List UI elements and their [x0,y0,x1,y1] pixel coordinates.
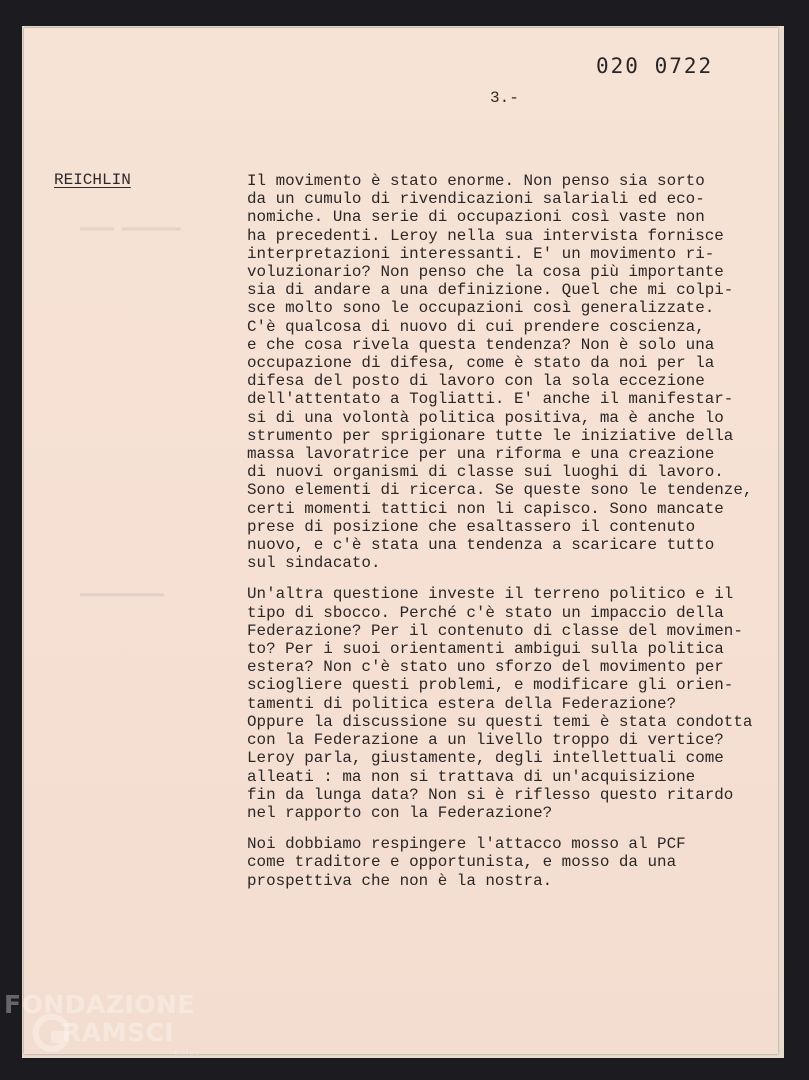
text-line: sul sindacato. [247,554,381,573]
paragraph [247,172,753,573]
text-line: Noi dobbiamo respingere l'attacco mosso al PCF [247,835,686,854]
text-line: Federazione? Per il contenuto di classe del movimen- [247,621,743,640]
text-line: strumento per sprigionare tutte le iniziative della [247,426,734,445]
text-line: Leroy parla, giustamente, degli intellettuali come [247,749,724,768]
text-line: estera? Non c'è stato uno sforzo del movimento per [247,658,724,677]
text-line: Sono elementi di ricerca. Se queste sono le tendenze, [247,481,753,500]
text-line: da un cumulo di rivendicazioni salariali ed eco- [247,190,705,209]
text-line: difesa del posto di lavoro con la sola eccezione [247,372,705,391]
show-through-text: ▬▬▬▬▬▬▬▬▬▬ [80,586,165,602]
text-line: fin da lunga data? Non si è riflesso questo ritardo [247,785,734,804]
show-through-text: ▬▬▬▬ ▬▬▬▬▬▬▬ [80,220,181,236]
text-line: alleati : ma non si trattava di un'acquisizione [247,767,696,786]
fondazione-gramsci-watermark [4,990,204,1070]
text-line: voluzionario? Non penso che la cosa più importante [247,263,724,282]
speech-body [247,172,753,903]
text-line: tamenti di politica estera della Federazione? [247,694,677,713]
text-line: certi momenti tattici non li capisco. Sono mancate [247,499,724,518]
text-line: Il movimento è stato enorme. Non penso sia sorto [247,172,705,190]
text-line: massa lavoratrice per una riforma e una creazione [247,445,715,464]
text-line: sciogliere questi problemi, e modificare gli orien- [247,676,734,695]
text-line: e che cosa rivela questa tendenza? Non è solo una [247,335,715,354]
text-line: si di una volontà politica positiva, ma è anche lo [247,408,724,427]
text-line: interpretazioni interessanti. E' un movimento ri- [247,244,715,263]
text-line: C'è qualcosa di nuovo di cui prendere coscienza, [247,317,705,336]
text-line: come traditore e opportunista, e mosso da una [247,853,677,872]
watermark-line-2: RAMSCI [62,1018,175,1047]
text-line: Un'altra questione investe il terreno politico e il [247,585,734,604]
watermark-onlus: onlus [174,1048,201,1057]
text-line: occupazione di difesa, come è stato da noi per la [247,354,715,373]
paragraph [247,585,753,822]
text-line: ha precedenti. Leroy nella sua intervista fornisce [247,226,724,245]
text-line: Oppure la discussione su questi temi è stata condotta [247,712,753,731]
text-line: prese di posizione che esaltassero il contenuto [247,517,696,536]
text-line: con la Federazione a un livello troppo di vertice? [247,731,724,750]
text-line: nomiche. Una serie di occupazioni così vaste non [247,208,705,227]
speaker-name: REICHLIN [54,171,131,189]
page-number: 3.- [490,89,519,107]
text-line: nel rapporto con la Federazione? [247,803,553,822]
text-line: to? Per i suoi orientamenti ambigui sulla politica [247,640,724,659]
text-line: di nuovi organismi di classe sui luoghi di lavoro. [247,463,724,482]
text-line: dell'attentato a Togliatti. E' anche il manifestar- [247,390,734,409]
text-line: sia di andare a una definizione. Quel che mi colpi- [247,281,734,300]
paragraph [247,835,747,890]
text-line: tipo di sbocco. Perché c'è stato un impaccio della [247,603,724,622]
text-line: prospettiva che non è la nostra. [247,871,553,890]
watermark-line-1: FONDAZIONE [4,990,196,1019]
text-line: nuovo, e c'è stata una tendenza a scaricare tutto [247,536,715,555]
text-line: sce molto sono le occupazioni così generalizzate. [247,299,715,318]
archive-number: 020 0722 [596,54,714,78]
